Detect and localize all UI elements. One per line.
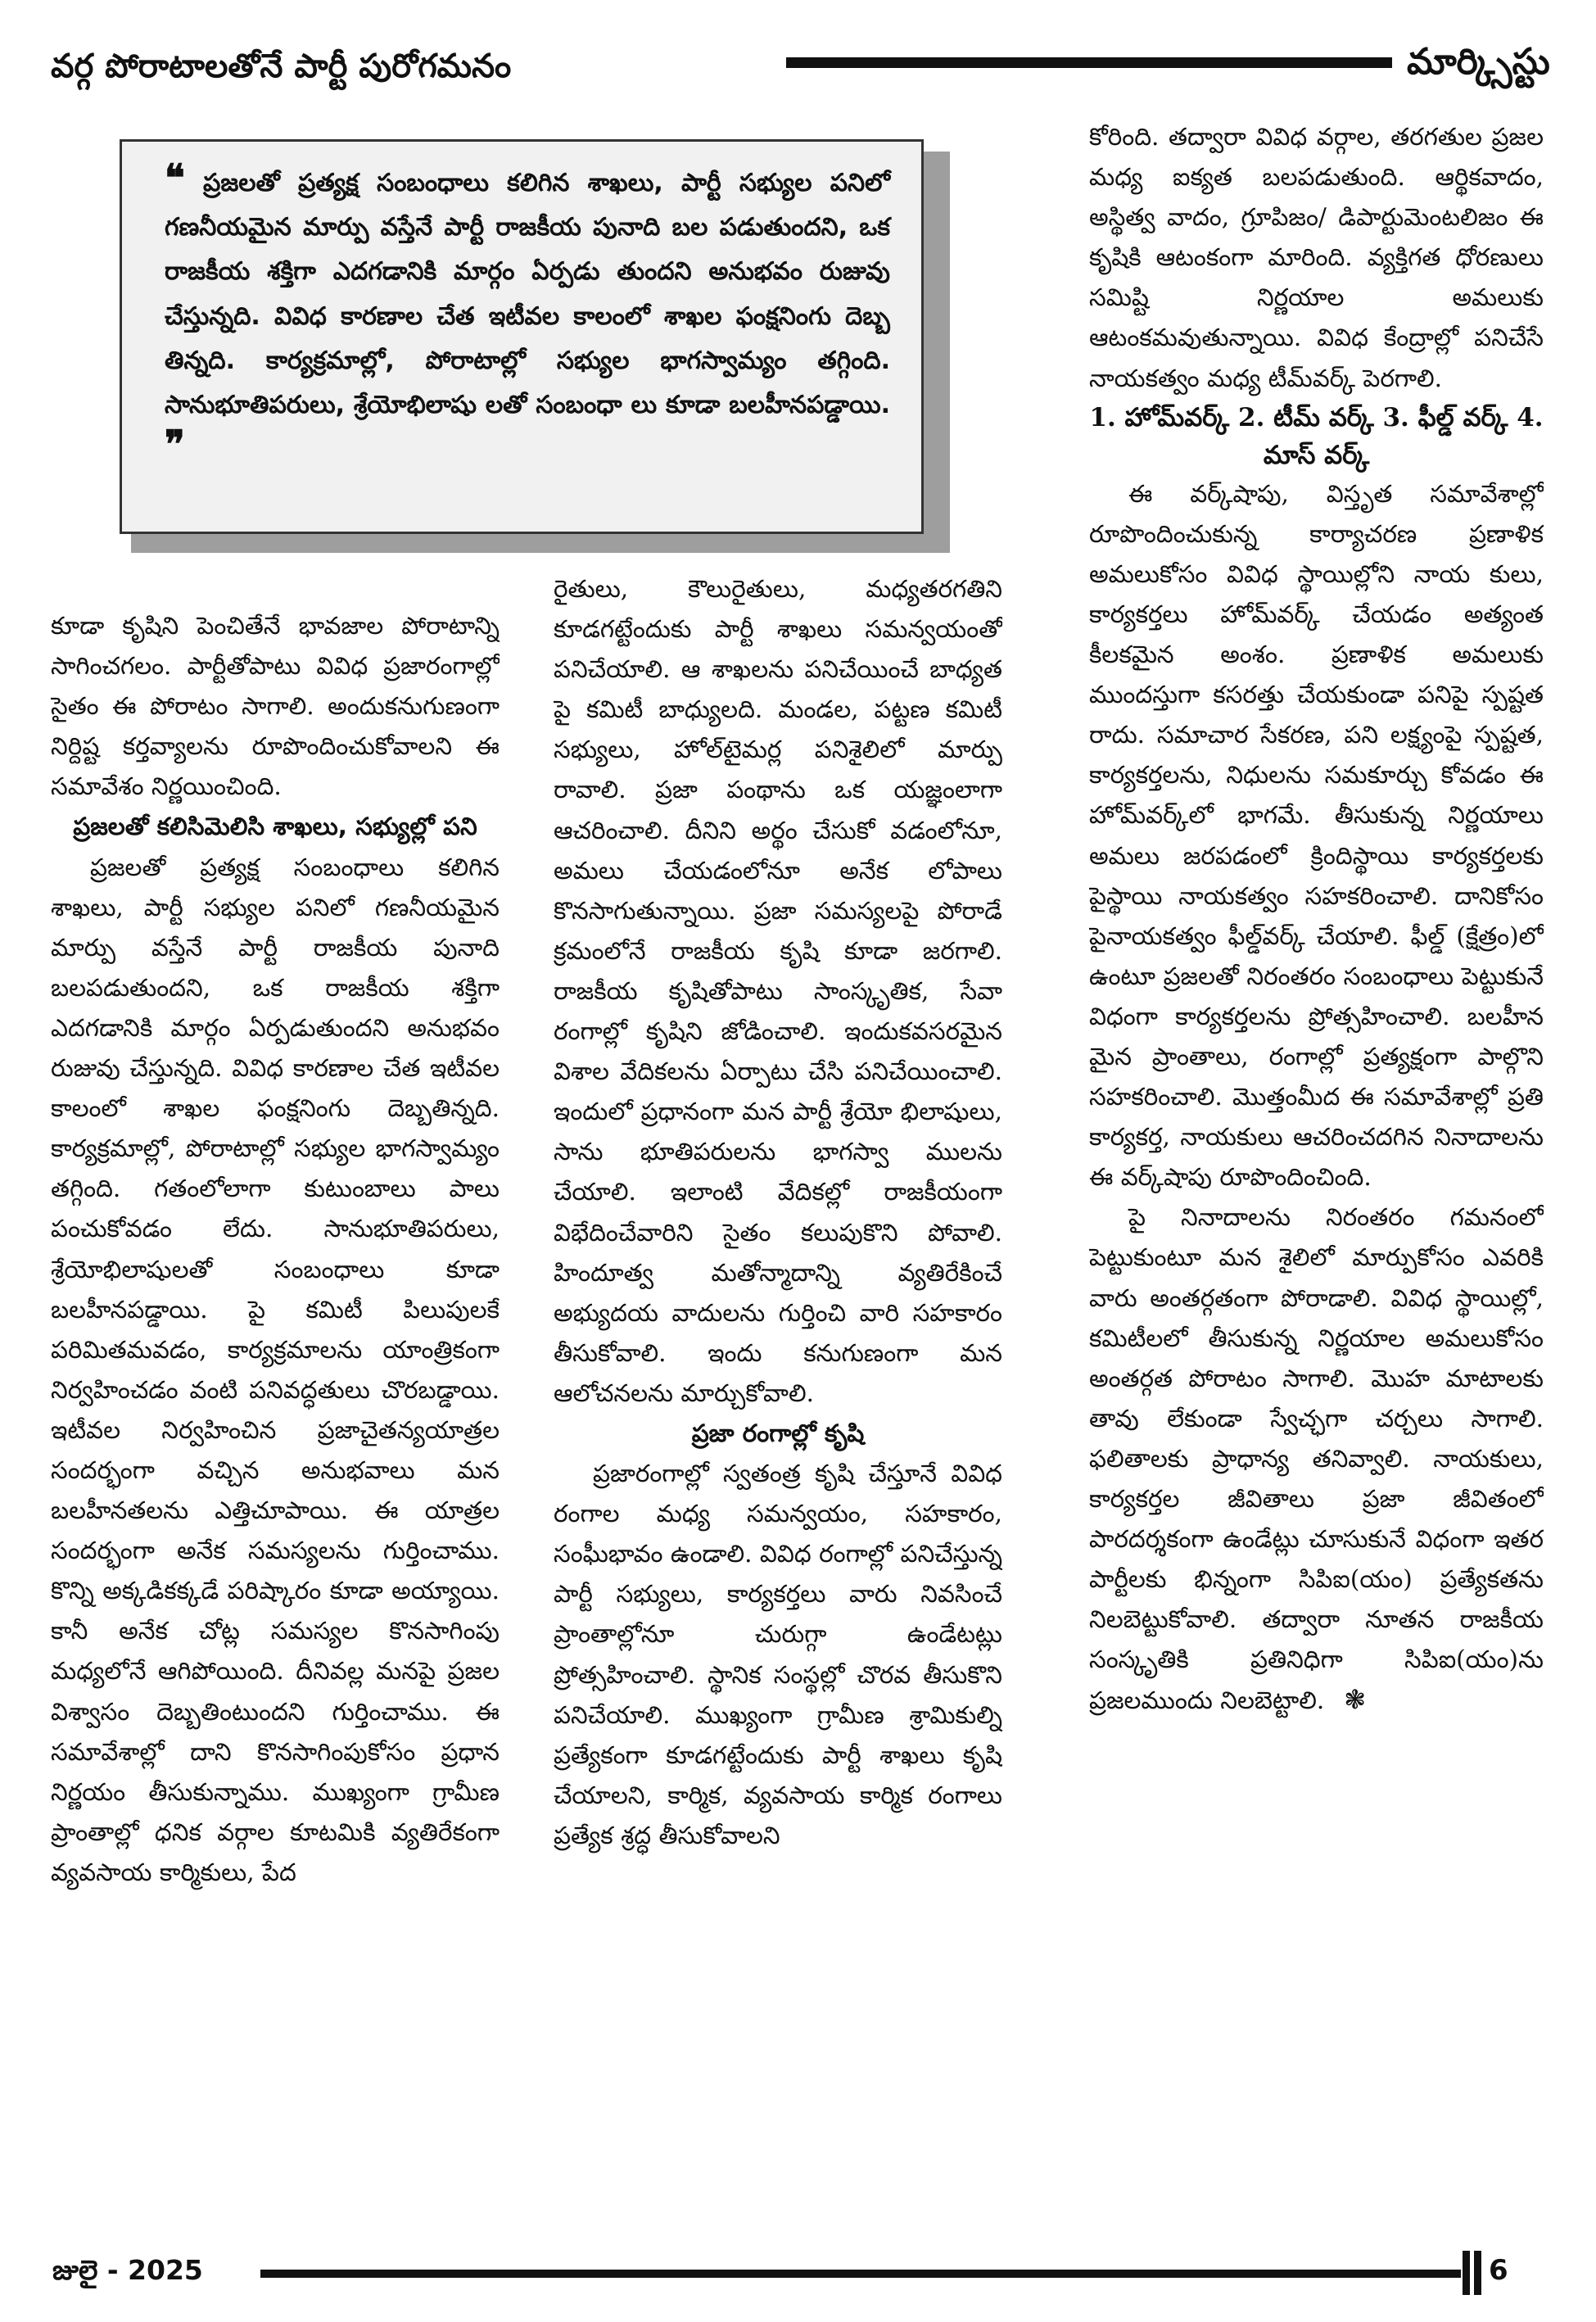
column-3: [1089, 117, 1544, 2173]
paragraph-final-text: పై నినాదాలను నిరంతరం గమనంలో పెట్టుకుంటూ మన శైలిలో మార్పుకోసం ఎవరికి వారు అంతర్గతంగా పోరాడాలి. వివిధ స్థాయిల్లో, కమిటీలలో తీసుకున్న నిర్ణయాల అమలుకోసం అంతర్గత పోరాటం సాగాలి. మొహ మాటాలకు తావు లేకుండా స్వేచ్ఛగా చర్చలు సాగాలి. ఫలితాలకు ప్రాధాన్య తనివ్వాలి. నాయకులు, కార్యకర్తల జీవితాలు ప్రజా జీవితంలో పారదర్శకంగా ఉండేట్లు చూసుకునే విధంగా ఇతర పార్టీలకు భిన్నంగా సిపిఐ(యం) ప్రత్యేకతను నిలబెట్టుకోవాలి. తద్వారా నూతన రాజకీయ సంస్కృతికి ప్రతినిధిగా సిపిఐ(యం)ను ప్రజలముందు నిలబెట్టాలి.: [1089, 1203, 1544, 1715]
paragraph: కోరింది. తద్వారా వివిధ వర్గాల, తరగతుల ప్రజల మధ్య ఐక్యత బలపడుతుంది. ఆర్థికవాదం, అస్థిత్వ వాదం, గ్రూపిజం/ డిపార్టుమెంటలిజం ఈ కృషికి ఆటంకంగా మారింది. వ్యక్తిగత ధోరణులు సమిష్టి నిర్ణయాల అమలుకు ఆటంకమవుతున్నాయి. వివిధ కేంద్రాల్లో పనిచేసే నాయకత్వం మధ్య టీమ్‌వర్క్ పెరగాలి.: [1089, 123, 1544, 392]
pull-quote-text: ప్రజలతో ప్రత్యక్ష సంబంధాలు కలిగిన శాఖలు, పార్టీ సభ్యుల పనిలో గణనీయమైన మార్పు వస్తేనే పార్టీ రాజకీయ పునాది బల పడుతుందని, ఒక రాజకీయ శక్తిగా ఎదగడానికి మార్గం ఏర్పడు తుందని అనుభవం రుజువు చేస్తున్నది. వివిధ కారణాల చేత ఇటీవల కాలంలో శాఖల ఫంక్షనింగు దెబ్బ తిన్నది. కార్యక్రమాల్లో, పోరాటాల్లో సభ్యుల భాగస్వామ్యం తగ్గింది. సానుభూతిపరులు, శ్రేయోభిలాషు లతో సంబంధా లు కూడా బలహీనపడ్డాయి.: [165, 169, 890, 420]
paragraph: ఈ వర్క్‌షాపు, విస్తృత సమావేశాల్లో రూపొందించుకున్న కార్యాచరణ ప్రణాళిక అమలుకోసం వివిధ స్థాయిల్లోని నాయ కులు, కార్యకర్తలు హోమ్‌వర్క్ చేయడం అత్యంత కీలకమైన అంశం. ప్రణాళిక అమలుకు ముందస్తుగా కసరత్తు చేయకుండా పనిపై స్పష్టత రాదు. సమాచార సేకరణ, పని లక్ష్యంపై స్పష్టత, కార్యకర్తలను, నిధులను సమకూర్చు కోవడం ఈ హోమ్‌వర్క్‌లో భాగమే. తీసుకున్న నిర్ణయాలు అమలు జరపడంలో క్రిందిస్థాయి కార్యకర్తలకు పైస్థాయి నాయకత్వం సహకరించాలి. దానికోసం పైనాయకత్వం ఫీల్డ్‌వర్క్ చేయాలి. ఫీల్డ్ (క్షేత్రం)లో ఉంటూ ప్రజలతో నిరంతరం సంబంధాలు పెట్టుకునే విధంగా కార్యకర్తలను ప్రోత్సహించాలి. బలహీన మైన ప్రాంతాలు, రంగాల్లో ప్రత్యక్షంగా పాల్గొని సహకరించాలి. మొత్తంమీద ఈ సమావేశాల్లో ప్రతి కార్యకర్త, నాయకులు ఆచరించదగిన నినాదాలను ఈ వర్క్‌షాపు రూపొందించింది.: [1089, 479, 1544, 1192]
close-quote-icon: ❞: [165, 422, 185, 467]
paragraph-final: [1089, 1197, 1544, 1721]
open-quote-icon: ❝: [165, 156, 185, 200]
end-mark-icon: ❃: [1344, 1684, 1367, 1716]
paragraph: ప్రజలతో ప్రత్యక్ష సంబంధాలు కలిగిన శాఖలు, పార్టీ సభ్యుల పనిలో గణనీయమైన మార్పు వస్తేనే పార్టీ రాజకీయ పునాది బలపడుతుందని, ఒక రాజకీయ శక్తిగా ఎదగడానికి మార్గం ఏర్పడుతుందని అనుభవం రుజువు చేస్తున్నది. వివిధ కారణాల చేత ఇటీవల కాలంలో శాఖల ఫంక్షనింగు దెబ్బతిన్నది. కార్యక్రమాల్లో, పోరాటాల్లో సభ్యుల భాగస్వామ్యం తగ్గింది. గతంలోలాగా కుటుంబాలు పాలు పంచుకోవడం లేదు. సానుభూతిపరులు, శ్రేయోభిలాషులతో సంబంధాలు కూడా బలహీనపడ్డాయి. పై కమిటీ పిలుపులకే పరిమితమవడం, కార్యక్రమాలను యాంత్రికంగా నిర్వహించడం వంటి పనివద్ధతులు చొరబడ్డాయి. ఇటీవల నిర్వహించిన ప్రజాచైతన్యయాత్రల సందర్భంగా వచ్చిన అనుభవాలు మన బలహీనతలను ఎత్తిచూపాయి. ఈ యాత్రల సందర్భంగా అనేక సమస్యలను గుర్తించాము. కొన్ని అక్కడికక్కడే పరిష్కారం కూడా అయ్యాయి. కానీ అనేక చోట్ల సమస్యల కొనసాగింపు మధ్యలోనే ఆగిపోయింది. దీనివల్ల మనపై ప్రజల విశ్వాసం దెబ్బతింటుందని గుర్తించాము. ఈ సమావేశాల్లో దాని కొనసాగింపుకోసం ప్రధాన నిర్ణయం తీసుకున్నాము. ముఖ్యంగా గ్రామీణ ప్రాంతాల్లో ధనిక వర్గాల కూటమికి వ్యతిరేకంగా వ్యవసాయ కార్మికులు, పేద: [51, 853, 500, 1886]
footer-bar-right: [1474, 2251, 1481, 2295]
column-1: [51, 606, 500, 2170]
footer-bar-left: [1463, 2251, 1470, 2295]
section-heading: ప్రజా రంగాల్లో కృషి: [691, 1419, 865, 1447]
paragraph: కూడా కృషిని పెంచితేనే భావజాల పోరాటాన్ని సాగించగలం. పార్టీతోపాటు వివిధ ప్రజారంగాల్లో సైతం ఈ పోరాటం సాగాలి. అందుకనుగుణంగా నిర్దిష్ట కర్తవ్యాలను రూపొందించుకోవాలని ఈ సమావేశం నిర్ణయించింది.: [51, 612, 500, 801]
paragraph: ప్రజారంగాల్లో స్వతంత్ర కృషి చేస్తూనే వివిధ రంగాల మధ్య సమన్వయం, సహకారం, సంఘీభావం ఉండాలి. వివిధ రంగాల్లో పనిచేస్తున్న పార్టీ సభ్యులు, కార్యకర్తలు వారు నివసించే ప్రాంతాల్లోనూ చురుగ్గా ఉండేటట్లు ప్రోత్సహించాలి. స్థానిక సంస్థల్లో చొరవ తీసుకొని పనిచేయాలి. ముఖ్యంగా గ్రామీణ శ్రామికుల్ని ప్రత్యేకంగా కూడగట్టేందుకు పార్టీ శాఖలు కృషి చేయాలని, కార్మిక, వ్యవసాయ కార్మిక రంగాలు ప్రత్యేక శ్రద్ధ తీసుకోవాలని: [554, 1460, 1002, 1849]
pull-quote: [120, 139, 924, 534]
column-2: [554, 569, 1002, 2175]
section-heading: 1. హోమ్‌వర్క్ 2. టీమ్ వర్క్ 3. ఫీల్డ్ వర్క్ 4. మాస్ వర్క్: [1089, 402, 1544, 470]
header-rule: [786, 57, 1392, 68]
footer-rule: [260, 2270, 1461, 2278]
section-heading: ప్రజలతో కలిసిమెలిసి శాఖలు, సభ్యుల్లో పని: [73, 812, 477, 841]
magazine-name: మార్క్సిస్టు: [1407, 41, 1550, 83]
issue-date: జులై - 2025: [52, 2254, 203, 2286]
article-title: వర్గ పోరాటాలతోనే పార్టీ పురోగమనం: [51, 48, 512, 85]
paragraph: రైతులు, కౌలురైతులు, మధ్యతరగతిని కూడగట్టేందుకు పార్టీ శాఖలు సమన్వయంతో పనిచేయాలి. ఆ శాఖలను పనిచేయించే బాధ్యత పై కమిటీ బాధ్యులది. మండల, పట్టణ కమిటీ సభ్యులు, హోల్‌టైమర్ల పనిశైలిలో మార్పు రావాలి. ప్రజా పంథాను ఒక యజ్ఞంలాగా ఆచరించాలి. దీనిని అర్థం చేసుకో వడంలోనూ, అమలు చేయడంలోనూ అనేక లోపాలు కొనసాగుతున్నాయి. ప్రజా సమస్యలపై పోరాడే క్రమంలోనే రాజకీయ కృషి కూడా జరగాలి. రాజకీయ కృషితోపాటు సాంస్కృతిక, సేవా రంగాల్లో కృషిని జోడించాలి. ఇందుకవసరమైన విశాల వేదికలను ఏర్పాటు చేసి పనిచేయించాలి. ఇందులో ప్రధానంగా మన పార్టీ శ్రేయో భిలాషులు, సాను భూతిపరులను భాగస్వా ములను చేయాలి. ఇలాంటి వేదికల్లో రాజకీయంగా విభేదించేవారిని సైతం కలుపుకొని పోవాలి. హిందూత్వ మతోన్మాదాన్ని వ్యతిరేకించే అభ్యుదయ వాదులను గుర్తించి వారి సహకారం తీసుకోవాలి. ఇందు కనుగుణంగా మన ఆలోచనలను మార్చుకోవాలి.: [554, 575, 1002, 1407]
page-number: 6: [1489, 2254, 1508, 2287]
